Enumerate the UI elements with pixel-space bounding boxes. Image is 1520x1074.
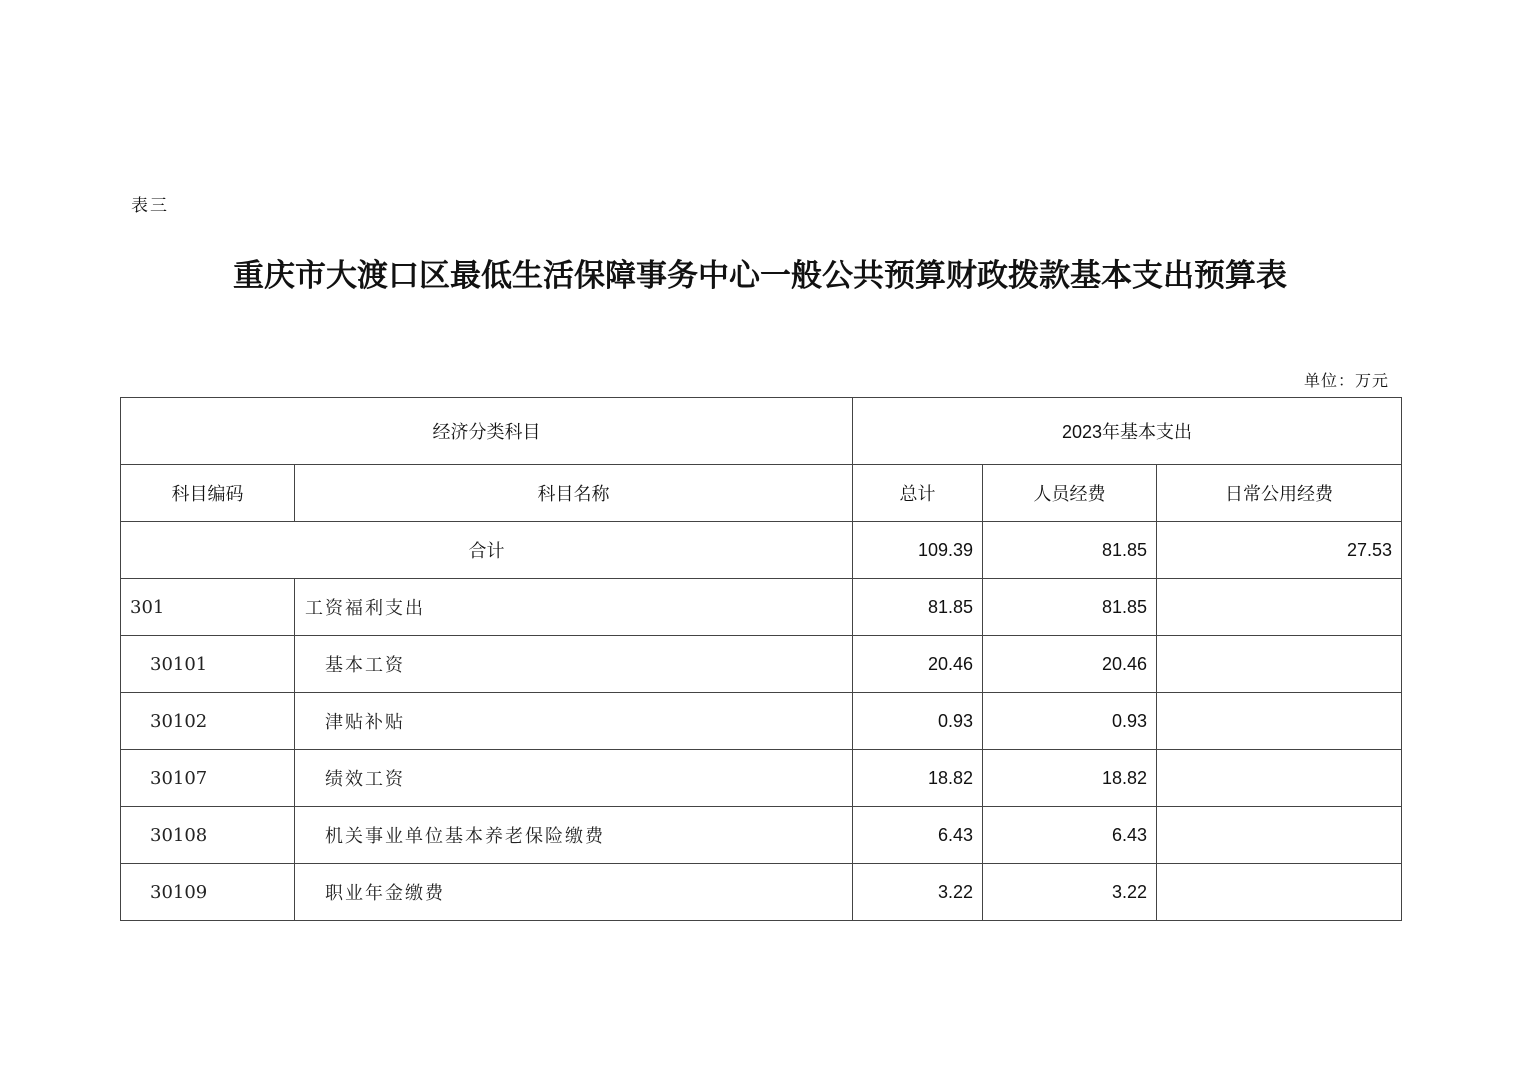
row-code: 30107: [121, 750, 295, 807]
table-subheader-row: [121, 465, 1402, 522]
header-basic-expenditure-2023: 2023年基本支出: [853, 398, 1402, 465]
row-code: 30108: [121, 807, 295, 864]
row-personnel: 3.22: [983, 864, 1157, 921]
summary-personnel: 81.85: [983, 522, 1157, 579]
row-code: 30101: [121, 636, 295, 693]
row-name: 工资福利支出: [295, 579, 853, 636]
row-total: 3.22: [853, 864, 983, 921]
row-name: 职业年金缴费: [295, 864, 853, 921]
row-total: 0.93: [853, 693, 983, 750]
row-name: 绩效工资: [295, 750, 853, 807]
row-code: 301: [121, 579, 295, 636]
table-row: [121, 807, 1402, 864]
row-public: [1157, 636, 1402, 693]
summary-public: 27.53: [1157, 522, 1402, 579]
row-personnel: 0.93: [983, 693, 1157, 750]
row-public: [1157, 864, 1402, 921]
table-row: [121, 693, 1402, 750]
header-economic-classification: 经济分类科目: [121, 398, 853, 465]
summary-row: [121, 522, 1402, 579]
row-name: 机关事业单位基本养老保险缴费: [295, 807, 853, 864]
row-name: 基本工资: [295, 636, 853, 693]
unit-label: 单位：万元: [1303, 371, 1389, 390]
row-code: 30109: [121, 864, 295, 921]
row-personnel: 6.43: [983, 807, 1157, 864]
table-row: [121, 579, 1402, 636]
page-title: 重庆市大渡口区最低生活保障事务中心一般公共预算财政拨款基本支出预算表: [233, 258, 1287, 294]
row-total: 20.46: [853, 636, 983, 693]
row-total: 81.85: [853, 579, 983, 636]
header-total: 总计: [853, 465, 983, 522]
table-row: [121, 636, 1402, 693]
header-personnel-expenses: 人员经费: [983, 465, 1157, 522]
row-name: 津贴补贴: [295, 693, 853, 750]
row-public: [1157, 750, 1402, 807]
table-number-label: 表三: [131, 196, 169, 216]
summary-total: 109.39: [853, 522, 983, 579]
table-row: [121, 750, 1402, 807]
row-personnel: 20.46: [983, 636, 1157, 693]
row-total: 18.82: [853, 750, 983, 807]
row-public: [1157, 579, 1402, 636]
row-personnel: 81.85: [983, 579, 1157, 636]
header-subject-code: 科目编码: [121, 465, 295, 522]
row-public: [1157, 693, 1402, 750]
summary-label: 合计: [121, 522, 853, 579]
header-public-expenses: 日常公用经费: [1157, 465, 1402, 522]
row-personnel: 18.82: [983, 750, 1157, 807]
table-header-row: [121, 398, 1402, 465]
budget-table: [120, 397, 1402, 921]
row-public: [1157, 807, 1402, 864]
header-subject-name: 科目名称: [295, 465, 853, 522]
row-total: 6.43: [853, 807, 983, 864]
table-row: [121, 864, 1402, 921]
row-code: 30102: [121, 693, 295, 750]
